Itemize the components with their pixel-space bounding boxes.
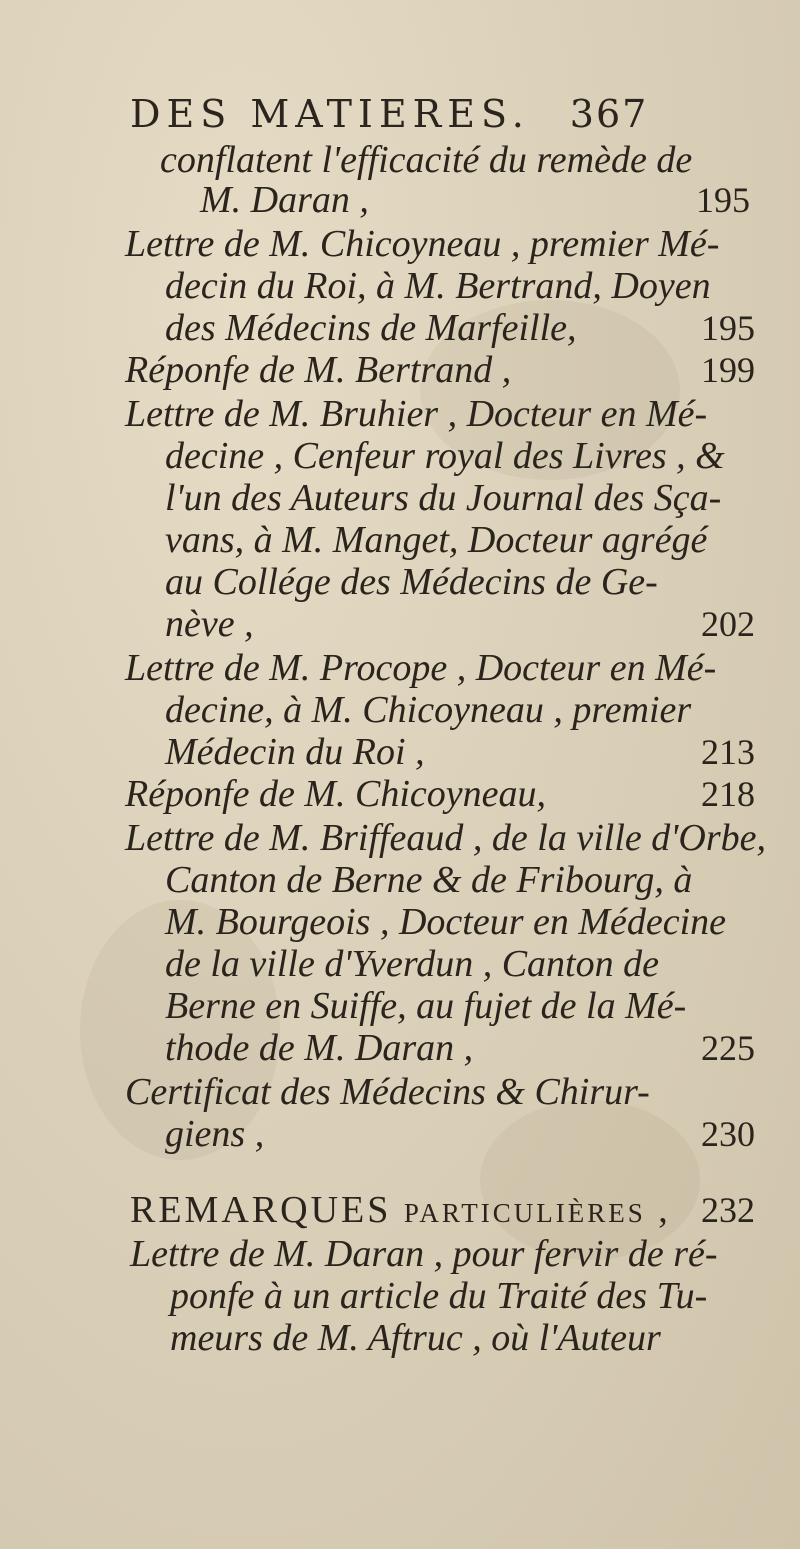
entry-line: Réponfe de M. Chicoyneau, [125, 773, 547, 815]
entry-line: giens , [165, 1113, 265, 1155]
entry-line: M. Daran , [200, 179, 369, 221]
entry-line: Réponfe de M. Bertrand , [125, 349, 512, 391]
entry-line: meurs de M. Aftruc , où l'Auteur [170, 1317, 661, 1359]
running-header [130, 92, 760, 136]
header-title: DES MATIERES. [130, 92, 530, 136]
entry-line: conflatent l'efficacité du remède de [160, 139, 693, 181]
entry-line: ponfe à un article du Traité des Tu- [170, 1275, 708, 1317]
entry-line: Lettre de M. Chicoyneau , premier Mé- [125, 223, 720, 265]
entry-page: 218 [701, 774, 755, 814]
entry-line: des Médecins de Marfeille, [165, 307, 577, 349]
entry-line: thode de M. Daran , [165, 1027, 474, 1069]
entry-line: decine, à M. Chicoyneau , premier [165, 689, 692, 731]
entry-line: Lettre de M. Briffeaud , de la ville d'Orbe, [125, 817, 766, 859]
entry-page: 213 [701, 732, 755, 772]
entry-page: 195 [701, 308, 755, 348]
entry-page: 232 [701, 1190, 755, 1230]
section-heading: REMARQUES particulières , [130, 1189, 671, 1231]
entry-line: Lettre de M. Daran , pour fervir de ré- [130, 1233, 718, 1275]
entry-page: 199 [701, 350, 755, 390]
entry-line: nève , [165, 603, 254, 645]
entry-line: Lettre de M. Bruhier , Docteur en Mé- [125, 393, 708, 435]
entry-line: vans, à M. Manget, Docteur agrégé [165, 519, 708, 561]
entry-line: Lettre de M. Procope , Docteur en Mé- [125, 647, 717, 689]
entry-line: l'un des Auteurs du Journal des Sça- [165, 477, 722, 519]
header-page-number: 367 [569, 92, 649, 136]
entry-page: 225 [701, 1028, 755, 1068]
entry-line: au Collége des Médecins de Ge- [165, 561, 658, 603]
entry-page: 230 [701, 1114, 755, 1154]
entry-line: Certificat des Médecins & Chirur- [125, 1071, 650, 1113]
entry-line: decine , Cenfeur royal des Livres , & [165, 435, 725, 477]
entry-page: 202 [701, 604, 755, 644]
entry-line: Médecin du Roi , [165, 731, 425, 773]
entry-line: de la ville d'Yverdun , Canton de [165, 943, 659, 985]
entry-page: 195 [696, 180, 750, 220]
entry-line: Berne en Suiffe, au fujet de la Mé- [165, 985, 687, 1027]
entry-line: decin du Roi, à M. Bertrand, Doyen [165, 265, 711, 307]
entry-line: Canton de Berne & de Fribourg, à [165, 859, 693, 901]
entry-line: M. Bourgeois , Docteur en Médecine [165, 901, 727, 943]
